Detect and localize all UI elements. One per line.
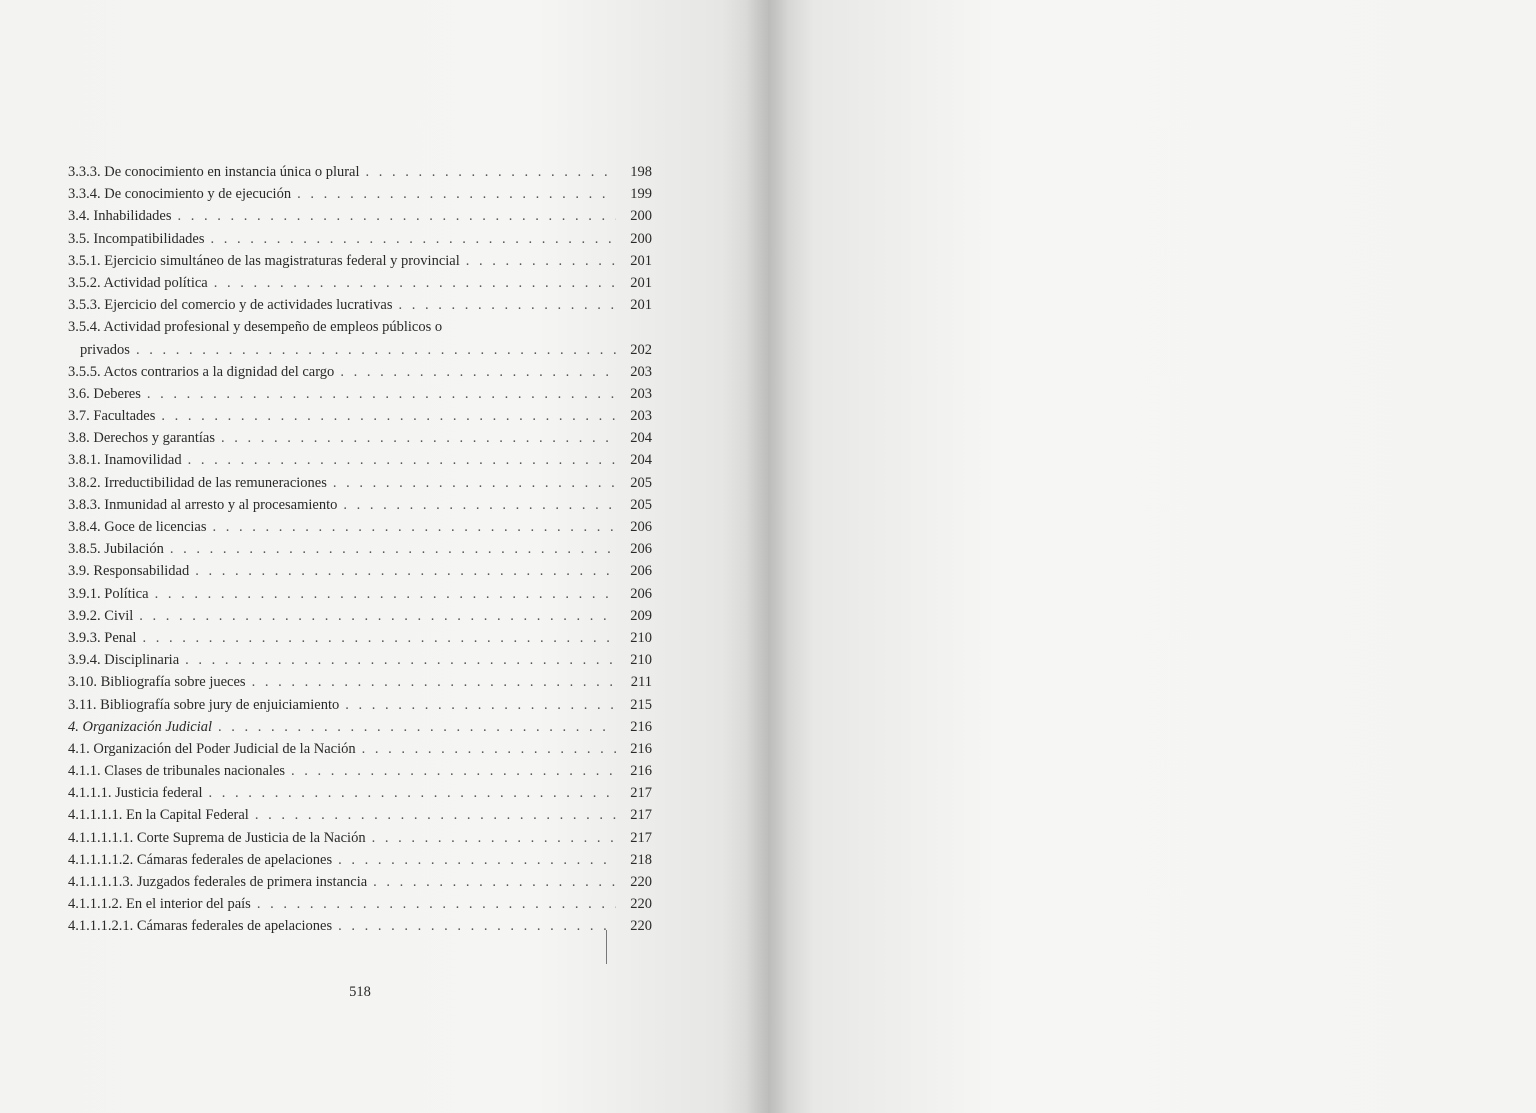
- toc-entry-page-number: 201: [630, 252, 652, 269]
- toc-entry: [68, 272, 652, 294]
- toc-entry: [68, 294, 652, 316]
- toc-entry-title: 4.1.1. Clases de tribunales nacionales: [68, 763, 286, 780]
- toc-entry-title: 3.5.2. Actividad política: [68, 274, 208, 291]
- toc-entry-page-number: 206: [630, 519, 652, 536]
- dot-leader: [211, 228, 616, 250]
- toc-entry-page-number: 203: [630, 408, 652, 425]
- toc-entry-page-number: 216: [630, 740, 652, 757]
- toc-entry: [68, 405, 652, 427]
- dot-leader: [338, 849, 616, 871]
- dot-leader: [399, 294, 616, 316]
- toc-entry-title: 3.8.3. Inmunidad al arresto y al procesamiento: [68, 496, 338, 513]
- dot-leader: [372, 827, 616, 849]
- toc-entry-page-number: 217: [630, 807, 652, 824]
- toc-entry-page-number: 210: [630, 629, 652, 646]
- dot-leader: [466, 250, 616, 272]
- toc-entry-page-number: 204: [630, 430, 652, 447]
- toc-entry-page-number: 206: [630, 541, 652, 558]
- toc-entry-page-number: 220: [630, 874, 652, 891]
- toc-entry-title: 3.8.5. Jubilación: [68, 541, 164, 558]
- toc-entry-title: 3.11. Bibliografía sobre jury de enjuiciamiento: [68, 696, 340, 713]
- dot-leader: [155, 583, 616, 605]
- toc-entry-title: 3.9.4. Disciplinaria: [68, 652, 180, 669]
- toc-entry-title: 3.8.2. Irreductibilidad de las remuneraciones: [68, 474, 327, 491]
- toc-entry-title-continuation: privados: [80, 341, 130, 358]
- toc-entry: [68, 671, 652, 693]
- dot-leader: [252, 671, 616, 693]
- toc-entry-page-number: 202: [630, 341, 652, 358]
- toc-entry-title: 3.4. Inhabilidades: [68, 208, 172, 225]
- toc-entry-page-number: 205: [630, 474, 652, 491]
- toc-entry-page-number: 211: [630, 674, 652, 691]
- toc-entry-title: 4.1.1.1.1. En la Capital Federal: [68, 807, 249, 824]
- toc-entry-title: 3.5.1. Ejercicio simultáneo de las magistraturas federal y provincial: [68, 252, 460, 269]
- table-of-contents-left: [68, 161, 652, 938]
- toc-entry-title: 3.5.3. Ejercicio del comercio y de actividades lucrativas: [68, 297, 393, 314]
- toc-entry-page-number: 206: [630, 563, 652, 580]
- toc-entry: [68, 871, 652, 893]
- dot-leader: [214, 272, 616, 294]
- dot-leader: [209, 782, 617, 804]
- toc-entry-title: 3.5.4. Actividad profesional y desempeño de empleos públicos o: [68, 319, 443, 336]
- toc-entry: [68, 205, 652, 227]
- dot-leader: [161, 405, 616, 427]
- pencil-mark: [606, 930, 607, 964]
- toc-entry-title: 4.1. Organización del Poder Judicial de la Nación: [68, 740, 356, 757]
- toc-entry-title: 3.3.3. De conocimiento en instancia única o plural: [68, 164, 360, 180]
- toc-entry-page-number: 220: [630, 918, 652, 935]
- toc-entry: [68, 560, 652, 582]
- toc-entry-page-number: 215: [630, 696, 652, 713]
- dot-leader: [170, 538, 616, 560]
- right-page: [768, 0, 1536, 1113]
- dot-leader: [338, 915, 616, 937]
- toc-entry-page-number: 198: [630, 164, 652, 180]
- toc-entry-title: 4.1.1.1.2. En el interior del país: [68, 896, 251, 913]
- toc-entry: [68, 472, 652, 494]
- toc-entry-page-number: 201: [630, 297, 652, 314]
- dot-leader: [345, 694, 616, 716]
- dot-leader: [178, 205, 617, 227]
- toc-entry: [68, 782, 652, 804]
- toc-entry: [68, 427, 652, 449]
- toc-entry-page-number: 204: [630, 452, 652, 469]
- toc-entry: [68, 538, 652, 560]
- toc-entry-title: 4.1.1.1. Justicia federal: [68, 785, 203, 802]
- toc-entry-page-number: 201: [630, 274, 652, 291]
- toc-entry-title: 3.8.1. Inamovilidad: [68, 452, 182, 469]
- dot-leader: [255, 804, 616, 826]
- dot-leader: [297, 183, 616, 205]
- dot-leader: [195, 560, 616, 582]
- toc-entry-page-number: 200: [630, 208, 652, 225]
- toc-entry-title: 4.1.1.1.1.1. Corte Suprema de Justicia de la Nación: [68, 829, 366, 846]
- toc-entry: [68, 516, 652, 538]
- dot-leader: [218, 716, 616, 738]
- toc-entry-title: 3.9. Responsabilidad: [68, 563, 190, 580]
- toc-entry-page-number: 210: [630, 652, 652, 669]
- toc-entry: [68, 694, 652, 716]
- toc-entry-title: 4.1.1.1.1.3. Juzgados federales de primera instancia: [68, 874, 368, 891]
- toc-entry-title: 4. Organización Judicial: [68, 718, 213, 735]
- dot-leader: [142, 627, 616, 649]
- toc-entry-title: 3.8.4. Goce de licencias: [68, 519, 207, 536]
- dot-leader: [366, 161, 616, 183]
- toc-entry-title: 3.9.1. Política: [68, 585, 149, 602]
- toc-entry: [68, 161, 652, 183]
- toc-entry-title: 3.5.5. Actos contrarios a la dignidad del cargo: [68, 363, 335, 380]
- toc-entry: [68, 494, 652, 516]
- dot-leader: [213, 516, 616, 538]
- dot-leader: [139, 605, 616, 627]
- dot-leader: [362, 738, 616, 760]
- toc-entry-page-number: 199: [630, 186, 652, 203]
- toc-entry: [68, 183, 652, 205]
- toc-entry-title: 3.7. Facultades: [68, 408, 156, 425]
- toc-entry: [68, 449, 652, 471]
- dot-leader: [257, 893, 616, 915]
- toc-entry-page-number: 217: [630, 785, 652, 802]
- toc-entry-page-number: 206: [630, 585, 652, 602]
- dot-leader: [340, 361, 616, 383]
- book-gutter: [746, 0, 788, 1113]
- toc-entry-page-number: 203: [630, 385, 652, 402]
- toc-entry: [68, 760, 652, 782]
- dot-leader: [221, 427, 616, 449]
- toc-entry-page-number: 203: [630, 363, 652, 380]
- toc-entry-page-number: 218: [630, 851, 652, 868]
- toc-entry-title: 3.9.2. Civil: [68, 607, 134, 624]
- toc-entry-page-number: 216: [630, 718, 652, 735]
- toc-entry: [68, 716, 652, 738]
- toc-entry: [68, 383, 652, 405]
- dot-leader: [136, 339, 616, 361]
- toc-entry: [68, 361, 652, 383]
- toc-entry-title: 4.1.1.1.1.2. Cámaras federales de apelaciones: [68, 851, 333, 868]
- dot-leader: [373, 871, 616, 893]
- dot-leader: [333, 472, 616, 494]
- toc-entry: [68, 605, 652, 627]
- toc-entry-page-number: 217: [630, 829, 652, 846]
- dot-leader: [185, 649, 616, 671]
- toc-entry-page-number: 209: [630, 607, 652, 624]
- toc-entry-title: 3.10. Bibliografía sobre jueces: [68, 674, 246, 691]
- page-number-left: 518: [349, 984, 371, 1000]
- toc-entry: [68, 738, 652, 760]
- toc-entry-title: 3.9.3. Penal: [68, 629, 137, 646]
- toc-entry-title: 3.5. Incompatibilidades: [68, 230, 205, 247]
- toc-entry-title: 3.6. Deberes: [68, 385, 141, 402]
- toc-entry: [68, 316, 652, 360]
- toc-entry: [68, 827, 652, 849]
- toc-entry: [68, 228, 652, 250]
- toc-entry-page-number: 200: [630, 230, 652, 247]
- toc-entry: [68, 804, 652, 826]
- toc-entry: [68, 649, 652, 671]
- toc-entry: [68, 583, 652, 605]
- toc-entry-title: 4.1.1.1.2.1. Cámaras federales de apelaciones: [68, 918, 333, 935]
- toc-entry: [68, 893, 652, 915]
- toc-entry: [68, 915, 652, 937]
- toc-entry: [68, 627, 652, 649]
- dot-leader: [291, 760, 616, 782]
- toc-entry-page-number: 216: [630, 763, 652, 780]
- dot-leader: [147, 383, 616, 405]
- toc-entry-title: 3.3.4. De conocimiento y de ejecución: [68, 186, 292, 203]
- dot-leader: [343, 494, 616, 516]
- toc-entry: [68, 849, 652, 871]
- toc-entry: [68, 250, 652, 272]
- toc-entry-page-number: 220: [630, 896, 652, 913]
- dot-leader: [188, 449, 616, 471]
- toc-entry-page-number: 205: [630, 496, 652, 513]
- toc-entry-title: 3.8. Derechos y garantías: [68, 430, 215, 447]
